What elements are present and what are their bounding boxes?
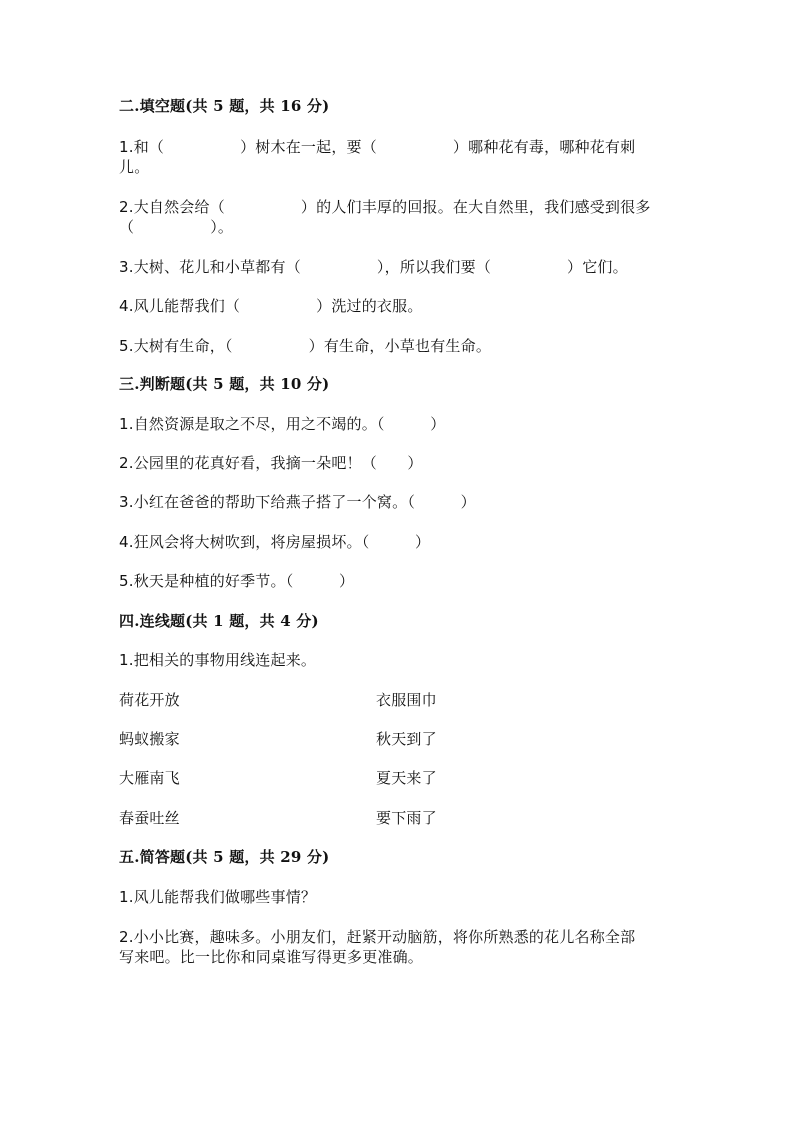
question-line: 5.大树有生命，（ ）有生命，小草也有生命。 xyxy=(119,337,492,355)
section-heading-matching: 四.连线题(共 1 题，共 4 分) xyxy=(119,612,319,630)
question-line: 2.大自然会给（ ）的人们丰厚的回报。在大自然里，我们感受到很多 xyxy=(119,198,651,216)
question-line: 写来吧。比一比你和同桌谁写得更多更准确。 xyxy=(119,948,424,966)
question-line: 4.风儿能帮我们（ ）洗过的衣服。 xyxy=(119,297,423,315)
matching-left-item: 荷花开放 xyxy=(119,691,180,709)
question-line: 2.小小比赛，趣味多。小朋友们，赶紧开动脑筋，将你所熟悉的花儿名称全部 xyxy=(119,928,636,946)
section-heading-fill-blank: 二.填空题(共 5 题，共 16 分) xyxy=(119,97,330,115)
question-line: 儿。 xyxy=(119,158,150,176)
section-heading-true-false: 三.判断题(共 5 题，共 10 分) xyxy=(119,375,330,393)
question-line: 5.秋天是种植的好季节。（ ） xyxy=(119,572,355,590)
matching-right-item: 秋天到了 xyxy=(376,730,437,748)
question-line: 1.把相关的事物用线连起来。 xyxy=(119,651,317,669)
question-line: 1.和（ ）树木在一起，要（ ）哪种花有毒，哪种花有刺 xyxy=(119,138,636,156)
matching-right-item: 衣服围巾 xyxy=(376,691,437,709)
matching-left-item: 春蚕吐丝 xyxy=(119,809,180,827)
matching-right-item: 要下雨了 xyxy=(376,809,437,827)
question-line: 3.大树、花儿和小草都有（ ），所以我们要（ ）它们。 xyxy=(119,258,628,276)
question-line: 1.自然资源是取之不尽，用之不竭的。（ ） xyxy=(119,415,446,433)
matching-left-item: 大雁南飞 xyxy=(119,769,180,787)
question-line: 3.小红在爸爸的帮助下给燕子搭了一个窝。（ ） xyxy=(119,493,476,511)
matching-right-item: 夏天来了 xyxy=(376,769,437,787)
section-heading-short-answer: 五.简答题(共 5 题，共 29 分) xyxy=(119,848,330,866)
question-line: （ ）。 xyxy=(119,218,234,236)
question-line: 1.风儿能帮我们做哪些事情？ xyxy=(119,888,317,906)
matching-left-item: 蚂蚁搬家 xyxy=(119,730,180,748)
question-line: 2.公园里的花真好看，我摘一朵吧！（ ） xyxy=(119,454,423,472)
question-line: 4.狂风会将大树吹到，将房屋损坏。（ ） xyxy=(119,533,431,551)
